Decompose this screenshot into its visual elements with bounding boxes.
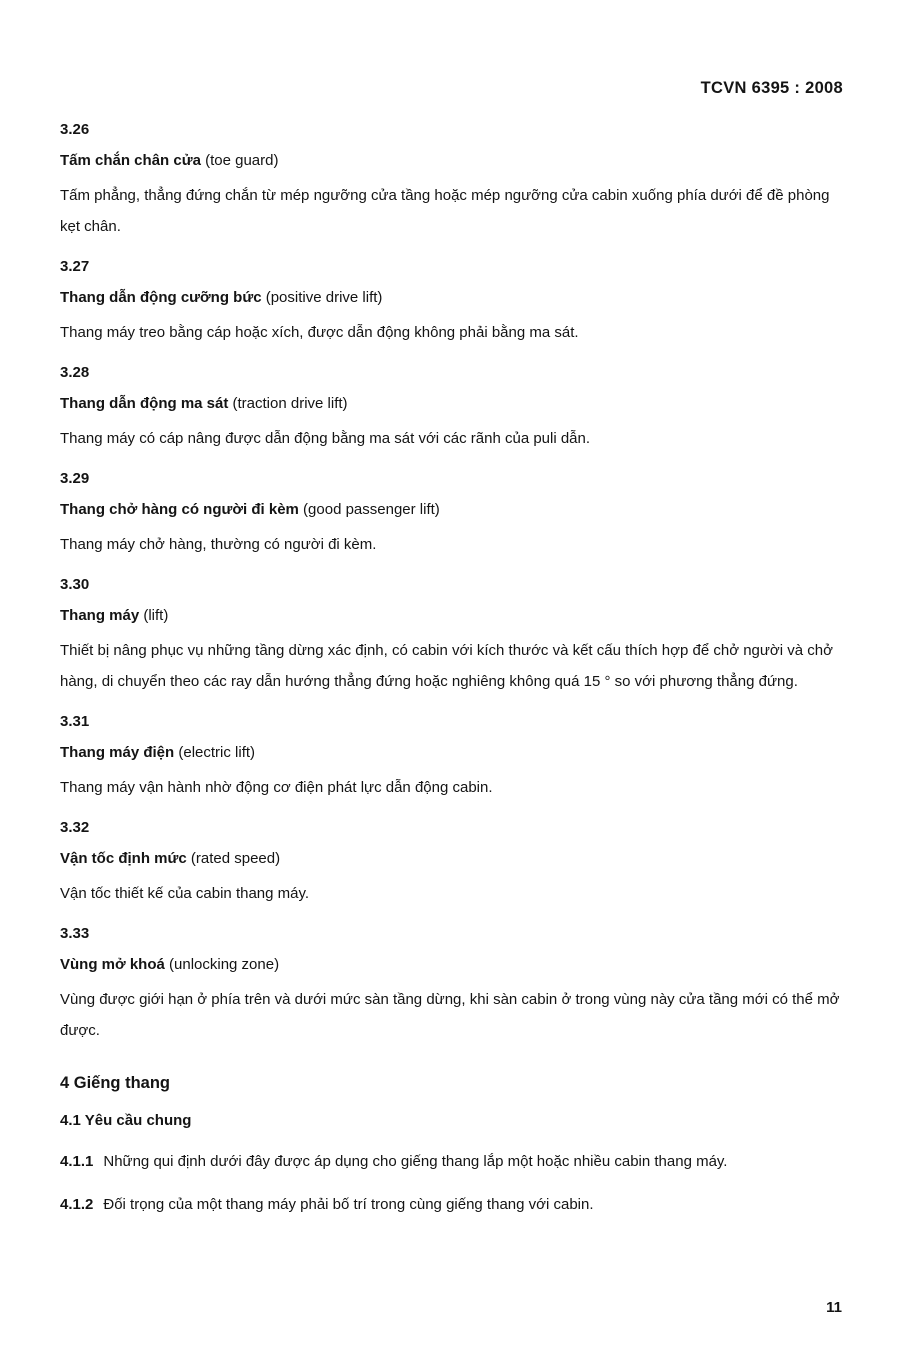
- definition-term-line: [60, 741, 844, 764]
- definition-term: Thang dẫn động cưỡng bức: [60, 289, 262, 306]
- definition-entry: [60, 467, 844, 560]
- definition-entry: [60, 255, 844, 348]
- clause-number: 4.1.1: [60, 1153, 94, 1170]
- definition-english: (toe guard): [205, 152, 279, 169]
- definition-english: (lift): [143, 607, 169, 624]
- definition-entry: [60, 361, 844, 454]
- definition-english: (traction drive lift): [232, 395, 348, 412]
- definition-english: (rated speed): [190, 850, 281, 867]
- definition-term-line: [60, 604, 844, 627]
- definition-text: Vùng được giới hạn ở phía trên và dưới mức sàn tầng dừng, khi sàn cabin ở trong vùng này cửa tầng mới có thể mở được.: [60, 991, 840, 1039]
- clause-text: Đối trọng của một thang máy phải bố trí trong cùng giếng thang với cabin.: [103, 1196, 594, 1213]
- document-body: [60, 118, 844, 1219]
- definition-term: Tấm chắn chân cửa: [60, 152, 201, 169]
- definition-number: 3.28: [60, 364, 90, 381]
- definition-term: Vận tốc định mức: [60, 850, 187, 867]
- definition-number: 3.27: [60, 258, 90, 275]
- definition-number: 3.29: [60, 470, 90, 487]
- definition-term-line: [60, 953, 844, 976]
- definition-term: Vùng mở khoá: [60, 956, 165, 973]
- clause: [60, 1148, 844, 1176]
- definition-term: Thang máy: [60, 607, 140, 624]
- definition-text: Tấm phẳng, thẳng đứng chắn từ mép ngưỡng cửa tầng hoặc mép ngưỡng cửa cabin xuống phía dưới để đề phòng kẹt chân.: [60, 187, 830, 235]
- standard-header: TCVN 6395 : 2008: [700, 79, 843, 97]
- definition-term: Thang dẫn động ma sát: [60, 395, 229, 412]
- definition-number: 3.32: [60, 819, 90, 836]
- definition-entry: [60, 573, 844, 697]
- definition-term-line: [60, 392, 844, 415]
- definition-text: Thang máy vận hành nhờ động cơ điện phát lực dẫn động cabin.: [60, 779, 493, 796]
- definition-english: (good passenger lift): [303, 501, 440, 518]
- page-number: 11: [826, 1299, 842, 1316]
- definition-entry: [60, 922, 844, 1046]
- definition-number: 3.31: [60, 713, 90, 730]
- definition-text: Thang máy treo bằng cáp hoặc xích, được dẫn động không phải bằng ma sát.: [60, 324, 579, 341]
- definition-entry: [60, 816, 844, 909]
- definition-number: 3.30: [60, 576, 90, 593]
- definition-term: Thang chở hàng có người đi kèm: [60, 501, 299, 518]
- definition-text: Thang máy có cáp nâng được dẫn động bằng ma sát với các rãnh của puli dẫn.: [60, 430, 591, 447]
- definition-term-line: [60, 498, 844, 521]
- definition-english: (positive drive lift): [265, 289, 383, 306]
- definition-number: 3.26: [60, 121, 90, 138]
- definition-number: 3.33: [60, 925, 90, 942]
- definition-term: Thang máy điện: [60, 744, 175, 761]
- definition-entry: [60, 118, 844, 242]
- section-heading: 4 Giếng thang: [60, 1074, 171, 1092]
- definition-text: Thang máy chở hàng, thường có người đi kèm.: [60, 536, 377, 553]
- clause-text: Những qui định dưới đây được áp dụng cho giếng thang lắp một hoặc nhiều cabin thang máy.: [103, 1153, 728, 1170]
- definition-entry: [60, 710, 844, 803]
- definition-text: Thiết bị nâng phục vụ những tầng dừng xác định, có cabin với kích thước và kết cấu thích hợp để chở người và chở hàng, di chuyển theo các ray dẫn hướng thẳng đứng hoặc nghiêng không quá 15 ° so với phương thẳng đứng.: [60, 642, 833, 690]
- clause-number: 4.1.2: [60, 1196, 94, 1213]
- subsection-heading: 4.1 Yêu cầu chung: [60, 1112, 192, 1129]
- definition-english: (electric lift): [178, 744, 256, 761]
- definition-english: (unlocking zone): [169, 956, 280, 973]
- definition-text: Vận tốc thiết kế của cabin thang máy.: [60, 885, 310, 902]
- definition-term-line: [60, 847, 844, 870]
- clause: [60, 1191, 844, 1219]
- definition-term-line: [60, 286, 844, 309]
- definition-term-line: [60, 149, 844, 172]
